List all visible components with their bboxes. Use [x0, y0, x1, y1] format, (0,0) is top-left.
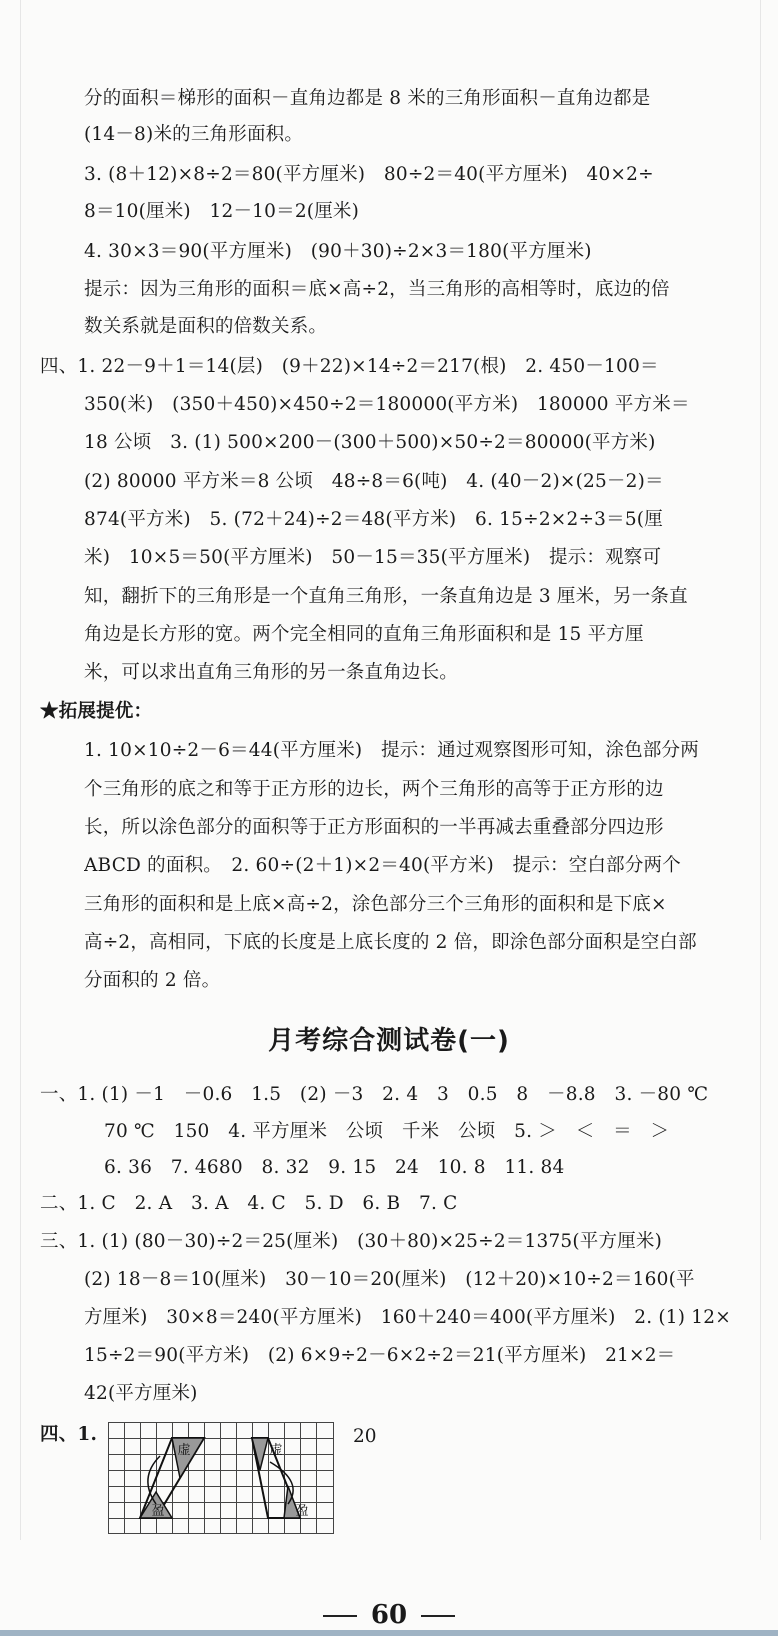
- text-line: 高÷2，高相同，下底的长度是上底长度的 2 倍，即涂色部分面积是空白部: [84, 932, 697, 953]
- text-line: 1. 10×10÷2－6＝44(平方厘米) 提示：通过观察图形可知，涂色部分两: [84, 740, 699, 761]
- text-line: 15÷2＝90(平方米) (2) 6×9÷2－6×2÷2＝21(平方厘米) 21×2＝: [84, 1345, 676, 1366]
- text-line: 分的面积＝梯形的面积－直角边都是 8 米的三角形面积－直角边都是: [84, 88, 651, 109]
- label-top-left: 虚: [177, 1443, 191, 1458]
- text-line: 三、1. (1) (80－30)÷2＝25(厘米) (30＋80)×25÷2＝1375(平方厘米): [40, 1231, 663, 1252]
- text-line: 知，翻折下的三角形是一个直角三角形，一条直角边是 3 厘米，另一条直: [84, 586, 688, 607]
- text-line: 提示：因为三角形的面积＝底×高÷2，当三角形的高相等时，底边的倍: [84, 279, 670, 300]
- text-line: 874(平方米) 5. (72＋24)÷2＝48(平方米) 6. 15÷2×2÷3＝5(厘: [84, 509, 663, 530]
- section-title: 月考综合测试卷(一): [268, 1026, 510, 1056]
- question-label: 四、1.: [40, 1424, 98, 1445]
- section-heading: ★拓展提优：: [40, 701, 153, 722]
- text-line: ABCD 的面积。 2. 60÷(2＋1)×2＝40(平方米) 提示：空白部分两个: [84, 855, 681, 876]
- text-line: 3. (8＋12)×8÷2＝80(平方厘米) 80÷2＝40(平方厘米) 40×2÷: [84, 164, 654, 185]
- text-line: 70 ℃ 150 4. 平方厘米 公顷 千米 公顷 5. ＞ ＜ ＝ ＞: [104, 1121, 670, 1142]
- text-line: 长，所以涂色部分的面积等于正方形面积的一半再减去重叠部分四边形: [84, 817, 664, 838]
- margin-rule: [760, 0, 761, 1540]
- text-line: 米，可以求出直角三角形的另一条直角边长。: [84, 662, 459, 683]
- text-line: 4. 30×3＝90(平方厘米) (90＋30)÷2×3＝180(平方厘米): [84, 241, 592, 262]
- label-bottom-left: 盈: [151, 1504, 165, 1519]
- page-number-value: 60: [370, 1600, 408, 1630]
- text-line: (14－8)米的三角形面积。: [84, 124, 304, 145]
- text-line: 350(米) (350＋450)×450÷2＝180000(平方米) 180000 平方米＝: [84, 394, 690, 415]
- label-bottom-right: 盈: [295, 1504, 309, 1519]
- text-line: 方厘米) 30×8＝240(平方厘米) 160＋240＝400(平方厘米) 2. (1) 12×: [84, 1307, 731, 1328]
- text-line: 18 公顷 3. (1) 500×200－(300＋500)×50÷2＝80000(平方米): [84, 432, 656, 453]
- page-number: [0, 1600, 778, 1630]
- text-line: 42(平方厘米): [84, 1383, 198, 1404]
- label-top-right: 虚: [269, 1443, 283, 1458]
- text-line: 米) 10×5＝50(平方厘米) 50－15＝35(平方厘米) 提示：观察可: [84, 547, 662, 568]
- text-line: 分面积的 2 倍。: [84, 970, 221, 991]
- text-line: 二、1. C 2. A 3. A 4. C 5. D 6. B 7. C: [40, 1193, 458, 1214]
- text-line: 6. 36 7. 4680 8. 32 9. 15 24 10. 8 11. 84: [104, 1157, 565, 1178]
- text-line: 角边是长方形的宽。两个完全相同的直角三角形面积和是 15 平方厘: [84, 624, 644, 645]
- text-line: 个三角形的底之和等于正方形的边长，两个三角形的高等于正方形的边: [84, 779, 664, 800]
- figure-answer: 20: [353, 1426, 377, 1447]
- binding-rule: [20, 0, 21, 1540]
- text-line: 一、1. (1) －1 －0.6 1.5 (2) －3 2. 4 3 0.5 8 －8.8 3. －80 ℃: [40, 1084, 709, 1105]
- text-line: (2) 80000 平方米＝8 公顷 48÷8＝6(吨) 4. (40－2)×(25－2)＝: [84, 471, 664, 492]
- text-line: 8＝10(厘米) 12－10＝2(厘米): [84, 201, 360, 222]
- dash-right: [421, 1615, 455, 1617]
- grid-figure: [108, 1422, 334, 1534]
- dash-left: [323, 1615, 357, 1617]
- bottom-strip: [0, 1630, 778, 1636]
- text-line: 四、1. 22－9＋1＝14(层) (9＋22)×14÷2＝217(根) 2. 450－100＝: [40, 356, 659, 377]
- text-line: (2) 18－8＝10(厘米) 30－10＝20(厘米) (12＋20)×10÷2＝160(平: [84, 1269, 695, 1290]
- text-line: 数关系就是面积的倍数关系。: [84, 316, 328, 337]
- text-line: 三角形的面积和是上底×高÷2，涂色部分三个三角形的面积和是下底×: [84, 894, 667, 915]
